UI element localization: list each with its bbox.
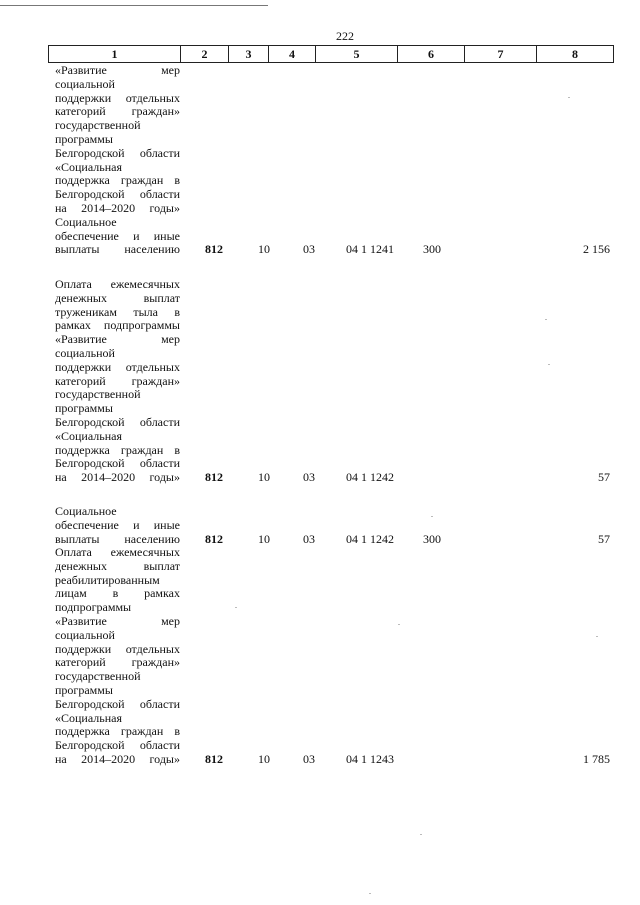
row-expense-type: 300 (423, 531, 441, 546)
row-amount: 1 785 (583, 752, 610, 766)
row-section: 10 (258, 531, 270, 546)
col-header-2: 2 (181, 46, 229, 63)
table-header (48, 45, 614, 63)
row-code: 812 (205, 752, 223, 766)
row-description-line: лицам в рамках (55, 586, 180, 601)
row-description-line: поддержки отдельных (55, 359, 180, 374)
scan-speck (398, 624, 400, 625)
row-description-line: государственной (55, 387, 141, 402)
row-description-line: денежных выплат (55, 290, 180, 305)
row-description-line: категорий граждан» (55, 655, 180, 670)
row-subsection: 03 (303, 470, 315, 485)
row-description-line: «Социальная (55, 428, 123, 443)
row-description-line: выплаты населению (55, 242, 180, 257)
row-subsection: 03 (303, 752, 315, 766)
row-description-line: рамках подпрограммы (55, 318, 180, 333)
row-description-line: денежных выплат (55, 558, 180, 573)
row-code: 812 (205, 242, 223, 257)
row-description-line: обеспечение и иные (55, 517, 180, 532)
row-description-line: Социальное (55, 504, 117, 518)
col-header-1: 1 (49, 46, 181, 63)
row-expense-type: 300 (423, 242, 441, 257)
scan-speck (420, 834, 422, 835)
row-description-line: труженикам тыла в (55, 304, 180, 319)
row-description (55, 64, 180, 257)
row-description-line: Оплата ежемесячных (55, 545, 180, 559)
row-target-article: 04 1 1242 (346, 531, 394, 546)
row-code: 812 (205, 531, 223, 546)
row-description (55, 546, 180, 767)
row-description-line: поддержки отдельных (55, 90, 180, 105)
row-description-line: Социальное (55, 214, 117, 229)
row-description-line: на 2014–2020 годы» (55, 751, 180, 766)
row-description-line: поддержка граждан в (55, 442, 180, 457)
row-description-line: поддержка граждан в (55, 724, 180, 739)
page-number: 222 (336, 29, 354, 43)
row-description-line: социальной (55, 345, 115, 360)
row-description-line: поддержка граждан в (55, 173, 180, 188)
row-description-line: «Социальная (55, 159, 123, 174)
row-description-line: Белгородской области (55, 696, 180, 711)
scan-speck (568, 97, 570, 98)
row-description-line: на 2014–2020 годы» (55, 470, 180, 485)
row-description-line: поддержки отдельных (55, 641, 180, 656)
row-description-line: социальной (55, 76, 115, 91)
col-header-5: 5 (316, 46, 398, 63)
row-subsection: 03 (303, 531, 315, 546)
row-amount: 57 (598, 470, 610, 485)
row-target-article: 04 1 1241 (346, 242, 394, 257)
row-target-article: 04 1 1242 (346, 470, 394, 485)
row-description-line: обеспечение и иные (55, 228, 180, 243)
row-description-line: реабилитированным (55, 572, 160, 587)
row-description-line: программы (55, 131, 113, 146)
row-description-line: «Социальная (55, 710, 123, 725)
row-description-line: программы (55, 682, 113, 697)
row-description-line: «Развитие мер (55, 332, 180, 347)
row-section: 10 (258, 752, 270, 766)
row-description-line: категорий граждан» (55, 104, 180, 119)
scan-speck (596, 636, 598, 637)
row-target-article: 04 1 1243 (346, 752, 394, 766)
row-description (55, 505, 180, 546)
col-header-7: 7 (465, 46, 537, 63)
row-description-line: на 2014–2020 годы» (55, 200, 180, 215)
row-description-line: «Развитие мер (55, 613, 180, 628)
row-amount: 57 (598, 531, 610, 546)
row-description-line: социальной (55, 627, 115, 642)
scan-speck (369, 893, 371, 894)
top-scan-line (0, 5, 268, 6)
row-code: 812 (205, 470, 223, 485)
row-subsection: 03 (303, 242, 315, 257)
row-section: 10 (258, 470, 270, 485)
scan-speck (235, 607, 237, 608)
row-description-line: Белгородской области (55, 738, 180, 753)
scan-speck (431, 516, 433, 517)
col-header-3: 3 (229, 46, 269, 63)
row-description-line: программы (55, 401, 113, 416)
row-description (55, 278, 180, 485)
scan-speck (545, 319, 547, 320)
scan-speck (548, 364, 550, 365)
row-description-line: Оплата ежемесячных (55, 277, 180, 291)
row-section: 10 (258, 242, 270, 257)
row-description-line: государственной (55, 669, 141, 684)
row-description-line: государственной (55, 118, 141, 133)
row-description-line: категорий граждан» (55, 373, 180, 388)
row-amount: 2 156 (583, 242, 610, 257)
row-description-line: «Развитие мер (55, 63, 180, 77)
row-description-line: Белгородской области (55, 456, 180, 471)
row-description-line: выплаты населению (55, 531, 180, 546)
row-description-line: Белгородской области (55, 145, 180, 160)
col-header-8: 8 (537, 46, 614, 63)
row-description-line: Белгородской области (55, 187, 180, 202)
col-header-6: 6 (398, 46, 465, 63)
row-description-line: Белгородской области (55, 414, 180, 429)
row-description-line: подпрограммы (55, 600, 132, 615)
col-header-4: 4 (269, 46, 316, 63)
header-row (49, 46, 614, 63)
